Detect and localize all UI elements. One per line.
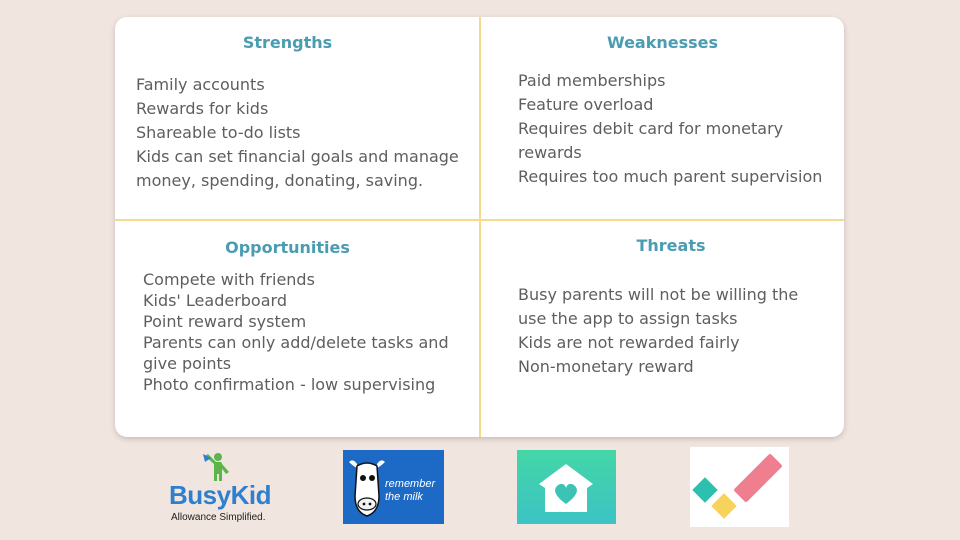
list-item: Kids' Leaderboard [143,291,287,310]
weaknesses-list [518,69,838,189]
list-item: Parents can only add/delete tasks and [143,333,449,352]
house-heart-icon [517,450,616,524]
list-item: Shareable to-do lists [136,123,301,142]
list-item: money, spending, donating, saving. [136,171,424,190]
busykid-logo [165,450,275,528]
threats-list [518,283,838,379]
list-item: Compete with friends [143,270,315,289]
task-app-logo [690,447,789,527]
list-item: use the app to assign tasks [518,309,738,328]
list-item: Kids can set financial goals and manage [136,147,459,166]
list-item: Point reward system [143,312,307,331]
vertical-divider [479,17,481,437]
busykid-name: BusyKid [169,480,271,510]
list-item: Feature overload [518,95,654,114]
threats-heading: Threats [636,236,706,255]
list-item: Kids are not rewarded fairly [518,333,740,352]
list-item: Busy parents will not be willing the [518,285,799,304]
horizontal-divider [115,219,844,221]
busykid-tagline: Allowance Simplified. [171,512,266,523]
opportunities-heading: Opportunities [225,238,350,257]
list-item: Rewards for kids [136,99,269,118]
remember-the-milk-logo [343,450,444,524]
weaknesses-heading: Weaknesses [606,33,719,52]
list-item: rewards [518,143,582,162]
list-item: Photo confirmation - low supervising [143,375,436,394]
strengths-heading: Strengths [242,33,333,52]
diamond-check-icon [690,447,789,527]
list-item: Non-monetary reward [518,357,694,376]
strengths-list [136,73,476,193]
home-heart-app-logo [517,450,616,524]
list-item: Requires too much parent supervision [518,167,823,186]
busykid-figure-icon [165,450,275,484]
opportunities-list [143,269,477,395]
rtm-wordmark: remember the milk [385,478,436,503]
list-item: Paid memberships [518,71,666,90]
list-item: Family accounts [136,75,265,94]
list-item: give points [143,354,232,373]
list-item: Requires debit card for monetary [518,119,784,138]
